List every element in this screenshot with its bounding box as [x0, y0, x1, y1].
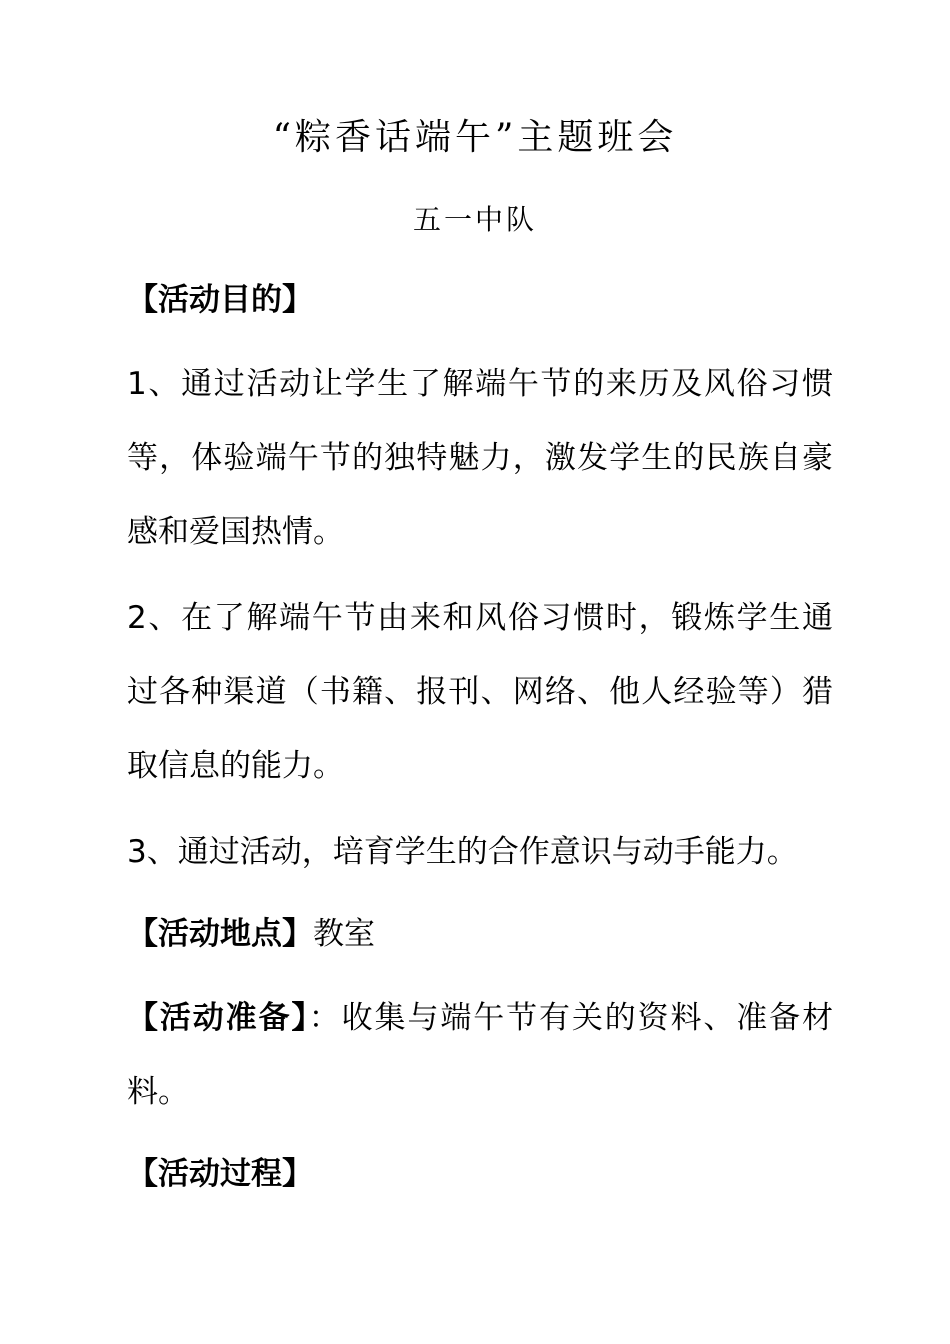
- preparation-heading: 【活动准备】: [127, 1000, 309, 1036]
- purpose-item-2-line-3: 取信息的能力。: [127, 748, 344, 784]
- purpose-item-2-line-1: 2、在了解端午节由来和风俗习惯时，锻炼学生通: [127, 600, 833, 636]
- purpose-item-1-line-2: 等，体验端午节的独特魅力，激发学生的民族自豪: [127, 440, 833, 476]
- preparation-line-1: [127, 996, 833, 1040]
- purpose-item-2-line-2: 过各种渠道（书籍、报刊、网络、他人经验等）猎: [127, 674, 833, 710]
- purpose-item-1-line-3: 感和爱国热情。: [127, 514, 344, 550]
- preparation-text: ：收集与端午节有关的资料、准备材: [308, 1000, 833, 1036]
- document-subtitle: 五一中队: [412, 203, 537, 236]
- location-line: [127, 912, 833, 956]
- purpose-heading: 【活动目的】: [127, 282, 313, 318]
- preparation-line-2: 料。: [127, 1074, 189, 1110]
- purpose-item-1-line-1: 1、通过活动让学生了解端午节的来历及风俗习惯: [127, 366, 833, 402]
- location-text: 教室: [313, 916, 375, 952]
- purpose-item-3-line-1: 3、通过活动，培育学生的合作意识与动手能力。: [127, 834, 798, 870]
- document-title: “粽香话端午”主题班会: [272, 117, 678, 158]
- location-heading: 【活动地点】: [127, 916, 313, 952]
- process-heading: 【活动过程】: [127, 1156, 313, 1192]
